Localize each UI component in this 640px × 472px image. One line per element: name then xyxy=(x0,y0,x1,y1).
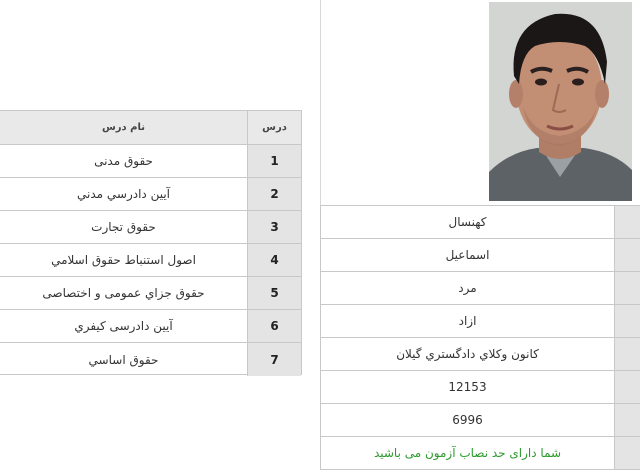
row-label-cell xyxy=(615,437,640,469)
course-name-header: نام درس xyxy=(0,111,248,144)
course-name: آيين دادرسي مدني xyxy=(0,178,248,210)
row-label-cell xyxy=(615,272,640,304)
courses-header-row xyxy=(0,111,301,145)
course-number: 6 xyxy=(248,310,301,342)
course-number: 1 xyxy=(248,145,301,177)
bar-association-value: کانون وکلاي دادگستري گيلان xyxy=(320,338,615,370)
profile-photo xyxy=(489,2,632,201)
row-label-cell xyxy=(615,371,640,403)
row-label-cell xyxy=(615,404,640,436)
table-row xyxy=(320,305,640,338)
table-row xyxy=(0,277,301,310)
table-row xyxy=(0,145,301,178)
table-row xyxy=(320,206,640,239)
table-row xyxy=(320,239,640,272)
table-row xyxy=(320,404,640,437)
course-number: 4 xyxy=(248,244,301,276)
profile-info-table xyxy=(320,205,640,470)
course-number: 2 xyxy=(248,178,301,210)
panel-divider xyxy=(320,0,321,206)
id-number-value: 12153 xyxy=(320,371,615,403)
first-name-value: اسماعيل xyxy=(320,239,615,271)
course-number: 3 xyxy=(248,211,301,243)
status-type-value: ازاد xyxy=(320,305,615,337)
courses-table xyxy=(0,110,302,375)
table-row xyxy=(0,310,301,343)
table-row xyxy=(320,371,640,404)
course-name: حقوق تجارت xyxy=(0,211,248,243)
course-number: 5 xyxy=(248,277,301,309)
exam-result-message: شما دارای حد نصاب آزمون می باشید xyxy=(320,437,615,469)
course-number-header: درس xyxy=(248,111,301,144)
course-name: حقوق جزاي عمومی و اختصاصی xyxy=(0,277,248,309)
course-name: آيين دادرسی کيفري xyxy=(0,310,248,342)
course-number: 7 xyxy=(248,343,301,376)
row-label-cell xyxy=(615,206,640,238)
table-row xyxy=(320,437,640,470)
course-name: اصول استنباط حقوق اسلامي xyxy=(0,244,248,276)
gender-value: مرد xyxy=(320,272,615,304)
table-row xyxy=(0,178,301,211)
last-name-value: کهنسال xyxy=(320,206,615,238)
table-row xyxy=(320,272,640,305)
table-row xyxy=(0,211,301,244)
table-row xyxy=(320,338,640,371)
table-row xyxy=(0,244,301,277)
row-label-cell xyxy=(615,305,640,337)
row-label-cell xyxy=(615,338,640,370)
score-value: 6996 xyxy=(320,404,615,436)
table-row xyxy=(0,343,301,376)
course-name: حقوق مدنی xyxy=(0,145,248,177)
course-name: حقوق اساسي xyxy=(0,343,248,376)
row-label-cell xyxy=(615,239,640,271)
